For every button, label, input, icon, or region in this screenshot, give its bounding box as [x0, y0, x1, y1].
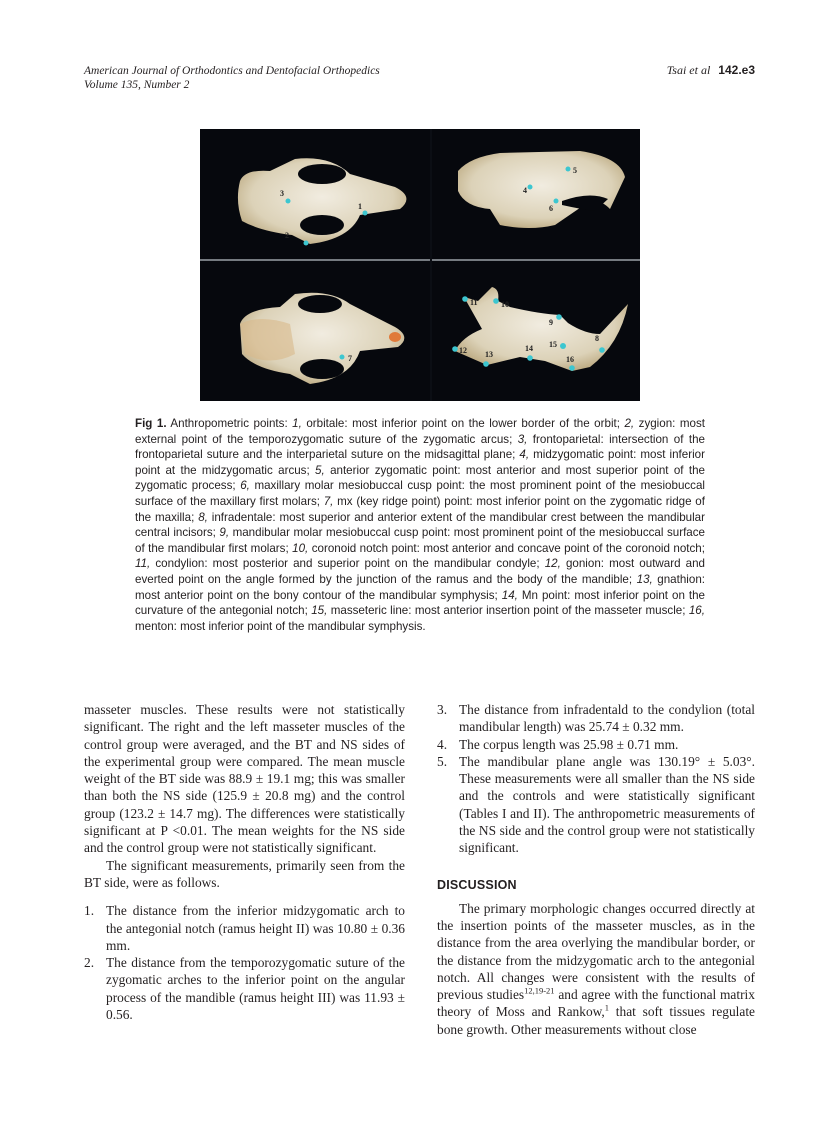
label-4: 4: [523, 186, 527, 195]
point-2: [304, 241, 309, 246]
skull-ventral-view: [240, 293, 404, 384]
caption-point-number: 13,: [636, 572, 653, 586]
point-13: [483, 361, 489, 367]
paragraph: The significant measurements, primarily seen from the BT side, were as follows.: [84, 857, 405, 890]
caption-point-description: Mn point: most inferior point on the curvature of the antegonial notch;: [135, 588, 705, 618]
caption-label: Fig 1.: [135, 417, 167, 430]
caption-point-number: 15,: [311, 604, 328, 618]
point-8: [599, 347, 605, 353]
journal-volume: Volume 135, Number 2: [84, 79, 190, 91]
caption-point-description: infradentale: most superior and anterior extent of the mandibular crest between the mandibular central incisors;: [135, 510, 705, 540]
running-header-journal: [84, 64, 380, 92]
journal-title: American Journal of Orthodontics and Dentofacial Orthopedics: [84, 65, 380, 77]
caption-point-description: masseteric line: most anterior insertion point of the masseter muscle;: [330, 604, 686, 618]
label-3: 3: [280, 189, 284, 198]
caption-point-description: orbitale: most inferior point on the lower border of the orbit;: [306, 417, 620, 430]
label-16: 16: [566, 355, 574, 364]
paragraph: [437, 900, 755, 1038]
caption-point-description: mx (key ridge point) point: most inferior point on the zygomatic ridge of the maxilla;: [135, 494, 705, 524]
label-15: 15: [549, 340, 557, 349]
citation-ref[interactable]: 12,19-21: [524, 985, 555, 996]
caption-point-number: 16,: [688, 604, 705, 618]
point-15: [560, 343, 566, 349]
caption-point-number: 9,: [219, 526, 230, 540]
point-5: [566, 167, 571, 172]
mandible-lateral-view: [455, 287, 628, 371]
text-run: The primary morphologic changes occurred directly at the insertion points of the masseter muscles, as in the distance from the area overlying the mandibular border, or the distance from the midzygomatic arch to the antegonial notch. All changes were consistent with the results of previous studies: [437, 900, 755, 1003]
list-number: 4.: [437, 736, 448, 752]
list-item: [437, 753, 755, 857]
point-16: [569, 365, 575, 371]
text-run: and agree with the functional matrix theory of Moss and Rankow,: [437, 987, 755, 1020]
caption-point-number: 7,: [323, 494, 334, 508]
caption-point-description: maxillary molar mesiobuccal cusp point: the most prominent point of the mesiobuccal surface of the maxillary first molars;: [135, 479, 706, 508]
list-text: The distance from the inferior midzygomatic arch to the antegonial notch (ramus height II) was 10.80 ± 0.36 mm.: [106, 903, 405, 953]
caption-point-number: 12,: [544, 557, 561, 571]
text-run: that soft tissues regulate bone growth. Other measurements without close: [437, 1004, 755, 1037]
caption-intro: Anthropometric points:: [170, 417, 288, 430]
list-item: [84, 954, 405, 1023]
skull-figure-svg: [200, 129, 640, 401]
list-item: [437, 701, 755, 736]
caption-point-description: condylion: most posterior and superior point on the mandibular condyle;: [155, 557, 540, 571]
point-10: [493, 298, 499, 304]
figure-caption: [135, 416, 705, 634]
label-6: 6: [549, 204, 553, 213]
section-heading-discussion: DISCUSSION: [437, 877, 517, 892]
point-4: [528, 185, 533, 190]
left-column: [84, 701, 405, 1023]
caption-point-description: anterior zygomatic point: most anterior and most superior point of the zygomatic process;: [135, 463, 705, 493]
label-10: 10: [501, 300, 509, 309]
list-item: [437, 736, 755, 753]
caption-items: [135, 417, 705, 633]
list-number: 1.: [84, 903, 95, 919]
results-list: [84, 902, 405, 1023]
label-14: 14: [525, 344, 533, 353]
list-text: The mandibular plane angle was 130.19° ± 5.03°. These measurements were all smaller than the NS side and the controls and were statistically significant (Tables I and II). The anthropometric measurements of the NS side and the control group were not statistically significant.: [459, 753, 755, 856]
label-2: 2: [285, 231, 289, 240]
caption-point-description: frontoparietal: intersection of the frontoparietal suture and the interparietal suture on the midsagittal plane;: [135, 432, 705, 462]
caption-point-description: midzygomatic point: most inferior point at the midzygomatic arcus;: [135, 448, 705, 477]
caption-point-number: 2,: [624, 417, 635, 430]
list-text: The distance from infradentald to the condylion (total mandibular length) was 25.74 ± 0.32 mm.: [459, 702, 755, 735]
point-6: [554, 199, 559, 204]
label-7: 7: [348, 354, 352, 363]
caption-point-description: coronoid notch point: most anterior and concave point of the coronoid notch;: [311, 541, 705, 555]
label-9: 9: [549, 318, 553, 327]
caption-point-number: 10,: [292, 541, 309, 555]
list-number: 3.: [437, 702, 448, 717]
caption-point-number: 11,: [135, 557, 151, 571]
label-5: 5: [573, 166, 577, 175]
label-13: 13: [485, 350, 493, 359]
paragraph: masseter muscles. These results were not statistically significant. The right and the left masseter muscles of the control group were averaged, and the BT and NS sides of the experimental group were compared. The mean muscle weight of the BT side was 88.9 ± 19.1 mg; this was smaller than both the NS side (125.9 ± 20.8 mg) and the control group (123.2 ± 14.7 mg). The differences were statistically significant at P <0.01. The mean weights for the NS side and the control group were not statistically significant.: [84, 702, 405, 856]
caption-point-number: 14,: [501, 588, 518, 602]
point-11: [462, 296, 468, 302]
point-9: [556, 314, 562, 320]
list-number: 5.: [437, 753, 448, 769]
label-11: 11: [470, 298, 478, 307]
skull-lateral-view: [458, 151, 625, 228]
caption-point-number: 1,: [292, 417, 302, 430]
caption-point-description: mandibular molar mesiobuccal cusp point: most prominent point of the mesiobuccal surface of the mandibular first molars;: [135, 526, 705, 555]
caption-point-number: 5,: [315, 463, 325, 477]
running-authors: Tsai et al: [666, 63, 711, 77]
list-text: The distance from the temporozygomatic suture of the zygomatic arches to the inferior point on the angular process of the mandible (ramus height III) was 11.93 ± 0.56.: [106, 955, 405, 1023]
point-1: [363, 211, 368, 216]
label-12: 12: [459, 346, 467, 355]
running-header-page: [667, 63, 755, 78]
caption-point-number: 8,: [198, 510, 208, 524]
caption-point-number: 3,: [517, 432, 528, 446]
figure-skull-photographs: [200, 129, 640, 401]
label-8: 8: [595, 334, 599, 343]
caption-point-description: zygion: most external point of the temporozygomatic suture of the zygomatic arcus;: [135, 417, 705, 446]
list-item: [84, 902, 405, 954]
caption-point-description: menton: most inferior point of the mandibular symphysis.: [135, 619, 426, 633]
caption-point-number: 6,: [240, 479, 250, 493]
skull-dorsal-view: [238, 158, 407, 244]
point-7: [340, 355, 345, 360]
citation-ref[interactable]: 1: [604, 1002, 610, 1013]
point-12: [452, 346, 458, 352]
label-1: 1: [358, 202, 362, 211]
list-text: The corpus length was 25.98 ± 0.71 mm.: [459, 736, 679, 752]
right-column: [437, 701, 755, 1038]
caption-point-description: gonion: most outward and everted point on the angle formed by the junction of the ramus and the body of the mandible;: [135, 557, 705, 586]
point-14: [527, 355, 533, 361]
page-number: 142.e3: [718, 63, 755, 77]
caption-point-number: 4,: [519, 448, 530, 462]
list-number: 2.: [84, 955, 95, 971]
caption-point-description: gnathion: most anterior point on the bony contour of the mandibular symphysis;: [135, 572, 705, 602]
point-3: [286, 199, 291, 204]
results-list-continued: [437, 701, 755, 857]
